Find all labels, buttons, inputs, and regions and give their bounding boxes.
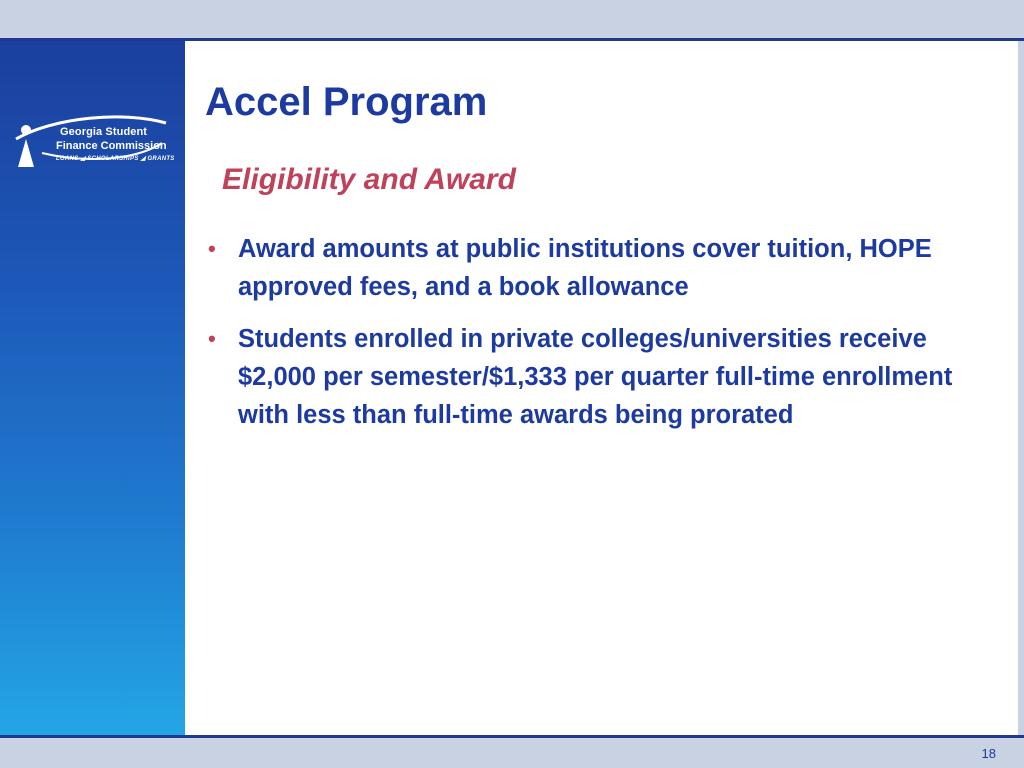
right-frame-edge: [1018, 41, 1024, 735]
top-frame-bar: [0, 0, 1024, 38]
logo-tagline: LOANS ◢ SCHOLARSHIPS ◢ GRANTS: [56, 156, 175, 162]
bullet-item: [208, 230, 988, 306]
bottom-frame-bar: [0, 738, 1024, 768]
bullet-marker: •: [208, 236, 216, 261]
logo-text-line2: Finance Commission: [56, 140, 167, 152]
page-number: 18: [981, 746, 996, 761]
bullet-list: [208, 230, 988, 448]
left-sidebar-gradient: [0, 41, 185, 735]
bullet-marker: •: [208, 326, 216, 351]
georgia-student-finance-commission-logo: [14, 115, 174, 171]
slide-subtitle: Eligibility and Award: [222, 163, 516, 196]
bullet-text: Students enrolled in private colleges/universities receive $2,000 per semester/$1,333 per quarter full-time enrollment with less than full-time awards being prorated: [238, 325, 953, 429]
slide-title: Accel Program: [205, 80, 488, 124]
bullet-item: [208, 320, 988, 434]
logo-text-line1: Georgia Student: [60, 126, 148, 138]
bullet-text: Award amounts at public institutions cover tuition, HOPE approved fees, and a book allowance: [238, 235, 932, 301]
